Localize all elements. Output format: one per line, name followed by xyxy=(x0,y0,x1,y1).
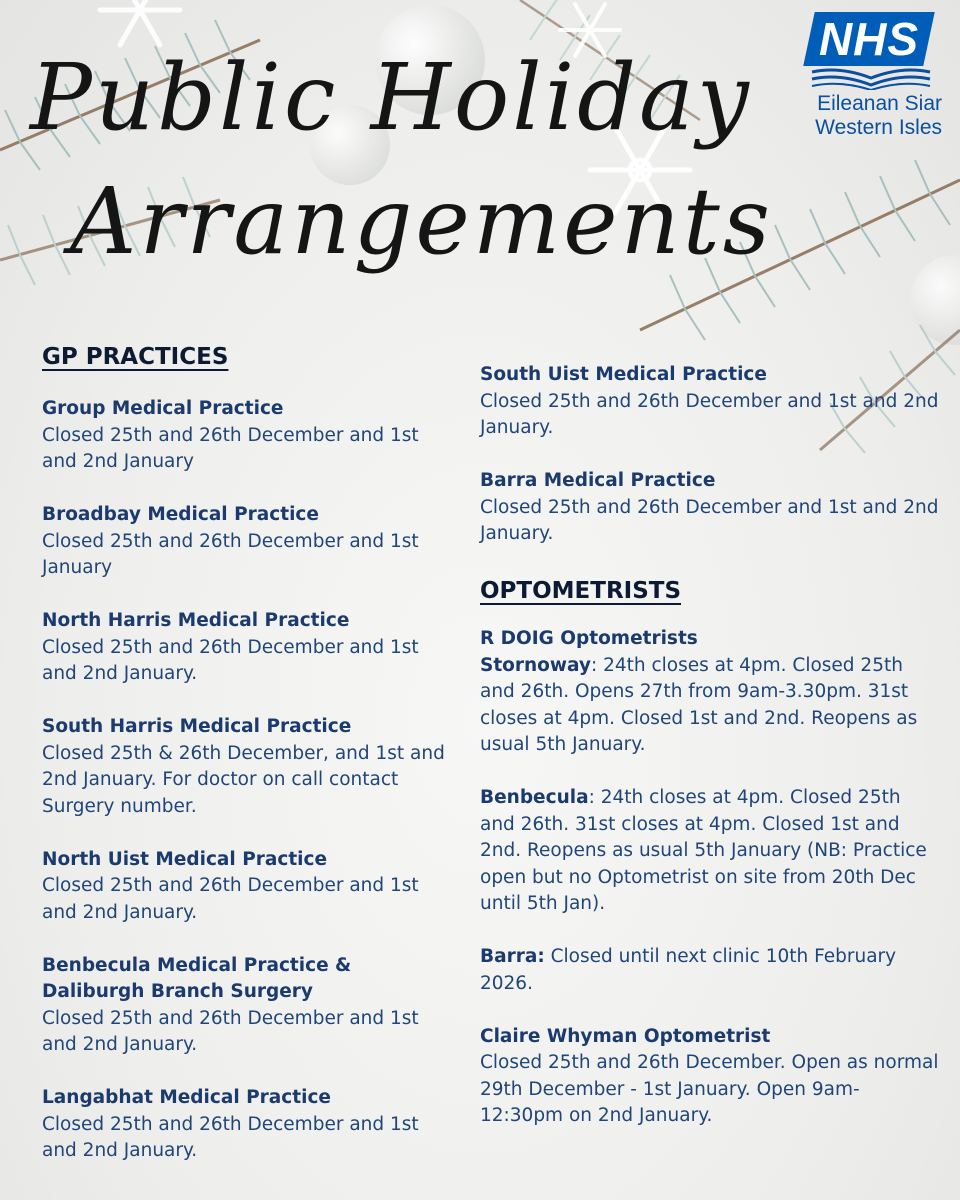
practice-details: Closed 25th and 26th December and 1st January xyxy=(42,530,419,578)
branch-label-barra: Barra: xyxy=(480,946,545,967)
practice-details: Closed 25th and 26th December and 1st and 2nd January. xyxy=(42,1007,419,1055)
practice-name: North Uist Medical Practice xyxy=(42,848,328,870)
practice-entry xyxy=(42,714,457,820)
practice-entry xyxy=(480,468,940,548)
practice-name: Broadbay Medical Practice xyxy=(42,504,319,525)
right-column xyxy=(480,362,940,1156)
practice-entry xyxy=(42,608,457,688)
practice-details: Closed 25th and 26th December and 1st and 2nd January. xyxy=(42,636,419,684)
practice-entry xyxy=(42,502,457,582)
optometrist-name: Claire Whyman Optometrist xyxy=(480,1025,771,1047)
logo-subtitle-english: Western Isles xyxy=(815,116,942,139)
claire-whyman-entry xyxy=(480,1024,940,1130)
practice-entry xyxy=(480,362,940,442)
practice-name: South Harris Medical Practice xyxy=(42,716,352,737)
practice-details: Closed 25th and 26th December and 1st and 2nd January. xyxy=(42,1113,419,1161)
title-line-1: Public Holiday xyxy=(30,44,752,151)
practice-details: Closed 25th and 26th December and 1st and 2nd January xyxy=(42,424,419,472)
branch-label-stornoway: Stornoway xyxy=(480,654,591,676)
practice-details: Closed 25th and 26th December and 1st and 2nd January. xyxy=(480,390,939,438)
barra-details: Closed until next clinic 10th February 2026. xyxy=(480,946,897,994)
practice-details: Closed 25th and 26th December and 1st and 2nd January. xyxy=(480,496,939,544)
ornament-ball xyxy=(910,255,960,345)
optometrist-name: R DOIG Optometrists xyxy=(480,628,698,649)
logo-subtitle-gaelic: Eileanan Siar xyxy=(817,92,942,115)
gp-practices-column xyxy=(42,340,457,1191)
practice-entry xyxy=(42,396,457,476)
snowflake xyxy=(100,0,180,45)
nhs-logo xyxy=(790,12,950,142)
practice-entry xyxy=(42,847,457,927)
practice-name: North Harris Medical Practice xyxy=(42,610,350,631)
gp-practices-heading: GP PRACTICES xyxy=(42,344,229,370)
practice-entry xyxy=(42,953,457,1059)
benbecula-details: : 24th closes at 4pm. Closed 25th and 26th. 31st closes at 4pm. Closed 1st and 2nd. Reopens as usual 5th January (NB: Practice open but no Optometrist on site from 20th Dec until 5th Jan). xyxy=(480,787,927,914)
title-line-2: Arrangements xyxy=(70,168,773,275)
practice-name: Barra Medical Practice xyxy=(480,470,716,491)
barra-entry xyxy=(480,944,940,997)
practice-name: Langabhat Medical Practice xyxy=(42,1087,331,1108)
doig-stornoway-entry xyxy=(480,626,940,759)
benbecula-entry xyxy=(480,785,940,918)
practice-details: Closed 25th and 26th December and 1st and 2nd January. xyxy=(42,875,419,923)
practice-name: Benbecula Medical Practice & Daliburgh Branch Surgery xyxy=(42,954,352,1002)
practice-name: Group Medical Practice xyxy=(42,398,284,419)
practice-entry xyxy=(42,1085,457,1165)
nhs-wordmark: NHS xyxy=(803,12,934,66)
stornoway-details: : 24th closes at 4pm. Closed 25th and 26th. Opens 27th from 9am-3.30pm. 31st closes at 4pm. Closed 1st and 2nd. Reopens as usual 5th January. xyxy=(480,654,918,755)
book-icon xyxy=(810,68,932,90)
claire-whyman-details: Closed 25th and 26th December. Open as normal 29th December - 1st January. Open 9am-12:30pm on 2nd January. xyxy=(480,1052,939,1126)
practice-details: Closed 25th & 26th December, and 1st and 2nd January. For doctor on call contact Surgery number. xyxy=(42,742,445,817)
practice-name: South Uist Medical Practice xyxy=(480,364,767,385)
branch-label-benbecula: Benbecula xyxy=(480,787,589,808)
optometrists-heading: OPTOMETRISTS xyxy=(480,578,682,604)
